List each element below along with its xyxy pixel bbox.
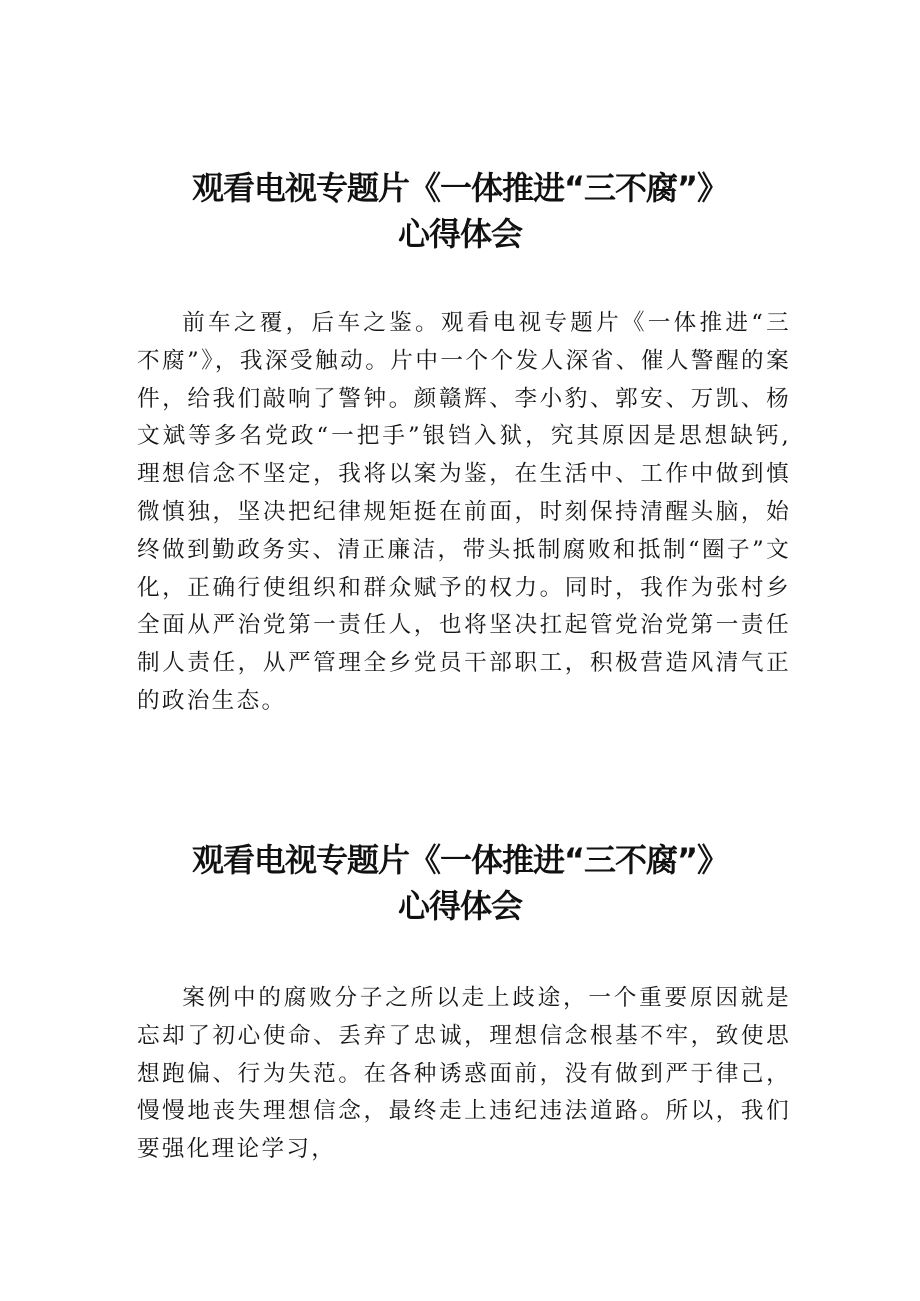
article-title: [0, 837, 920, 929]
title-line-2: 心得体会: [397, 887, 522, 925]
article-paragraph: 案例中的腐败分子之所以走上歧途，一个重要原因就是忘却了初心使命、丢弃了忠诚，理想信念根基不牢，致使思想跑偏、行为失范。在各种诱惑面前，没有做到严于律己，慢慢地丧失理想信念，最终走上违纪违法道路。所以，我们要强化理论学习，: [137, 985, 791, 1163]
article-title: [0, 165, 920, 257]
article-section-1: [0, 165, 920, 714]
title-line-1: 观看电视专题片《一体推进“三不腐”》: [191, 169, 729, 207]
article-section-2: [0, 837, 920, 1163]
title-line-2: 心得体会: [397, 215, 522, 253]
article-paragraph: 前车之覆，后车之鉴。观看电视专题片《一体推进“三不腐”》，我深受触动。片中一个个发人深省、催人警醒的案件，给我们敲响了警钟。颜赣辉、李小豹、郭安、万凯、杨文斌等多名党政“一把手”银铛入狱，究其原因是思想缺钙,理想信念不坚定，我将以案为鉴，在生活中、工作中做到慎微慎独，坚决把纪律规矩挺在前面，时刻保持清醒头脑，始终做到勤政务实、清正廉洁，带头抵制腐败和抵制“圈子”文化，正确行使组织和群众赋予的权力。同时，我作为张村乡全面从严治党第一责任人，也将坚决扛起管党治党第一责任制人责任，从严管理全乡党员干部职工，积极营造风清气正的政治生态。: [137, 310, 791, 714]
title-line-1: 观看电视专题片《一体推进“三不腐”》: [191, 841, 729, 879]
